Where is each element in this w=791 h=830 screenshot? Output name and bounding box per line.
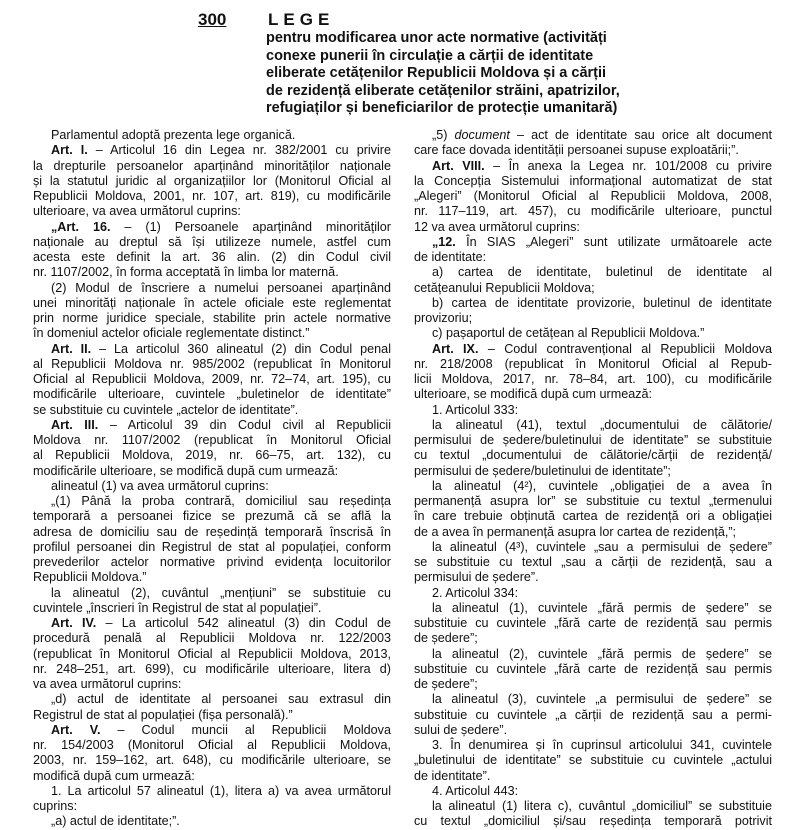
line-text: modifică după cum urmează: bbox=[33, 768, 195, 783]
text-line bbox=[33, 174, 391, 189]
line-text: provizoriu; bbox=[414, 311, 473, 325]
line-text: de identitate: bbox=[414, 250, 487, 264]
line-text: substituie cu cuvintele „a cărții de rezidență sau a permi- bbox=[414, 707, 772, 722]
line-text: – Codul contravențional al Republicii Moldova bbox=[478, 341, 772, 356]
line-text: se substituie cu cuvintele „actelor de identitate”. bbox=[33, 402, 299, 417]
line-text: – Articolul 39 din Codul civil al Republicii bbox=[98, 417, 392, 432]
text-line bbox=[33, 799, 391, 814]
line-text: – Articolul 16 din Legea nr. 382/2001 cu privire bbox=[87, 143, 392, 158]
text-line bbox=[33, 448, 391, 463]
line-text: la alineatul (1), cuvintele „fără permis de ședere” se bbox=[432, 600, 772, 615]
article-label: Art. IX. bbox=[432, 341, 479, 356]
left-column bbox=[33, 128, 392, 829]
text-line bbox=[414, 708, 772, 723]
line-text: licii Moldova, 2017, nr. 78–84, art. 100), cu modificările bbox=[414, 372, 772, 386]
line-text: al Republicii Moldova, 2019, nr. 66–75, art. 132), cu bbox=[33, 448, 391, 463]
line-text: de ședere”; bbox=[414, 631, 478, 646]
article-label: Art. I. bbox=[51, 143, 88, 158]
line-text: nr. 117–119, art. 457), cu modificările ulterioare, punctul bbox=[414, 204, 772, 219]
line-text: modificările ulterioare, cuvintele „buletinelor de identitate” bbox=[33, 387, 391, 402]
text-line bbox=[414, 799, 772, 814]
law-type: LEGE bbox=[268, 10, 335, 29]
text-line bbox=[414, 342, 772, 357]
line-text: „a) actul de identitate;”. bbox=[51, 814, 180, 829]
line-text: cu textul „domiciliul și/sau reședința temporară potrivit bbox=[414, 814, 772, 829]
line-text: permisului de ședere/buletinului de identitate”; bbox=[414, 463, 671, 478]
line-text: substituie cu cuvintele „fără carte de rezidență sau permis bbox=[414, 661, 772, 676]
text-line bbox=[33, 479, 391, 494]
law-number: 300 bbox=[198, 10, 227, 29]
text-line bbox=[33, 265, 391, 280]
text-line bbox=[33, 738, 391, 753]
line-text: nr. 248–251, art. 699), cu modificările ulterioare, litera d) bbox=[33, 661, 391, 676]
article-label: Art. VIII. bbox=[432, 158, 485, 173]
line-text: prevederilor actelor normative privind evidența locuitorilor bbox=[33, 555, 391, 569]
text-line bbox=[414, 311, 772, 326]
text-line bbox=[33, 647, 391, 662]
line-text: de identitate”. bbox=[414, 768, 491, 783]
line-text: de ședere”; bbox=[414, 677, 478, 691]
line-text: Moldova nr. 1107/2002 (republicat în Monitorul Oficial bbox=[33, 433, 391, 447]
line-text: (2) Modul de înscriere a numelui persoanei aparținând bbox=[51, 280, 391, 295]
article-label: „Art. 16. bbox=[51, 219, 111, 234]
text-line bbox=[33, 128, 391, 143]
text-line bbox=[33, 616, 391, 631]
line-text: 1. La articolul 57 alineatul (1), litera a) va avea următorul bbox=[51, 783, 391, 798]
line-text: – Codul muncii al Republicii Moldova bbox=[100, 722, 391, 737]
article-label: „12. bbox=[432, 234, 456, 249]
text-line bbox=[414, 738, 772, 753]
line-text: la alineatul (1) litera c), cuvântul „domiciliul” se substituie bbox=[432, 799, 772, 813]
line-text: se substituie cu textul „sau a cărții de rezidență, sau a bbox=[414, 555, 772, 569]
line-text: la alineatul (4³), cuvintele „sau a permisului de ședere” bbox=[432, 539, 772, 554]
text-line bbox=[33, 586, 391, 601]
line-text: permisului de ședere/buletinului de identitate” se substituie bbox=[414, 433, 772, 447]
text-line bbox=[33, 433, 391, 448]
line-text: 4. Articolul 443: bbox=[432, 783, 519, 798]
line-text: substituie cu cuvintele „fără carte de rezidență sau permis bbox=[414, 616, 772, 630]
line-text: procedură penală al Republicii Moldova nr. 122/2003 bbox=[33, 631, 391, 646]
text-line bbox=[33, 723, 391, 738]
line-text: c) pașaportul de cetățean al Republicii Moldova.” bbox=[432, 326, 705, 341]
line-text: Parlamentul adoptă prezenta lege organică. bbox=[51, 128, 296, 142]
line-text: la alineatul (2), cuvântul „mențiuni” se substituie cu bbox=[51, 585, 391, 600]
line-text: și la statutul juridic al organizațiilor lor (Monitorul Oficial al bbox=[33, 173, 391, 188]
text-line bbox=[33, 143, 391, 158]
text-line bbox=[414, 265, 772, 280]
line-text: alineatul (1) va avea următorul cuprins: bbox=[51, 478, 269, 493]
line-text: 3. În denumirea și în cuprinsul articolului 341, cuvintele bbox=[432, 738, 772, 752]
line-text: – La articolul 542 alineatul (3) din Codul de bbox=[96, 616, 391, 630]
line-text: nr. 154/2003 (Monitorul Oficial al Republicii Moldova, bbox=[33, 738, 391, 752]
line-text: permisului de ședere”. bbox=[414, 570, 539, 585]
line-text: la drepturile persoanelor aparținând minorităților naționale bbox=[33, 158, 391, 173]
text-line bbox=[33, 540, 391, 555]
text-line bbox=[33, 494, 391, 509]
text-line bbox=[414, 677, 772, 692]
text-line bbox=[33, 601, 391, 616]
text-line bbox=[33, 296, 391, 311]
text-line bbox=[33, 464, 391, 479]
line-text: „(1) Până la proba contrară, domiciliul sau reședința bbox=[51, 494, 391, 508]
text-line bbox=[414, 174, 772, 189]
law-title-line: conexe punerii în circulație a cărții de identitate bbox=[266, 47, 594, 64]
line-text: nr. 1107/2002, în forma acceptată în limba lor maternă. bbox=[33, 265, 339, 280]
law-header bbox=[0, 8, 791, 124]
line-text: „d) actul de identitate al persoanei sau extrasul din bbox=[51, 692, 391, 707]
text-line bbox=[414, 509, 772, 524]
text-line bbox=[33, 387, 391, 402]
text-line bbox=[414, 357, 772, 372]
text-line bbox=[33, 250, 391, 265]
line-text: adresa de domiciliu sau de reședință temporară înscrisă în bbox=[33, 524, 391, 539]
law-title-line: refugiaților și beneficiarilor de protecție umanitară) bbox=[266, 100, 618, 117]
line-text: 2. Articolul 334: bbox=[432, 585, 519, 600]
line-text: naționale au dreptul să își utilizeze numele, astfel cum bbox=[33, 234, 391, 249]
line-text: cetățeanului Republicii Moldova; bbox=[414, 280, 595, 295]
line-text: la alineatul (2), cuvintele „fără permis de ședere” se bbox=[432, 646, 772, 661]
text-line bbox=[414, 235, 772, 250]
text-line bbox=[414, 403, 772, 418]
text-line bbox=[33, 509, 391, 524]
text-line bbox=[33, 418, 391, 433]
text-line bbox=[414, 159, 772, 174]
text-line bbox=[414, 281, 772, 296]
text-line bbox=[414, 372, 772, 387]
text-line bbox=[33, 372, 391, 387]
text-line bbox=[414, 814, 772, 829]
text-line bbox=[33, 662, 391, 677]
line-text: va avea următorul cuprins: bbox=[33, 677, 182, 691]
line-text: cuprins: bbox=[33, 799, 78, 813]
text-line bbox=[33, 403, 391, 418]
line-text: nr. 218/2008 (republicat în Monitorul Oficial al Repub- bbox=[414, 356, 772, 371]
law-title bbox=[266, 30, 736, 118]
text-line bbox=[414, 769, 772, 784]
line-text: 12 va avea următorul cuprins: bbox=[414, 219, 580, 234]
line-text: la Concepția Sistemului informațional automatizat de stat bbox=[414, 173, 772, 188]
line-text: sului de ședere”. bbox=[414, 722, 508, 737]
line-text: profilul persoanei din Registrul de stat al populației, conform bbox=[33, 539, 391, 554]
text-line bbox=[33, 692, 391, 707]
line-text: Republicii Moldova, 2001, nr. 107, art. 819), cu modificările bbox=[33, 189, 391, 203]
line-text: – În anexa la Legea nr. 101/2008 cu privire bbox=[484, 158, 772, 173]
line-text: în domeniul actelor oficiale reglementate distinct.” bbox=[33, 326, 310, 341]
text-line bbox=[33, 708, 391, 723]
text-line bbox=[414, 555, 772, 570]
text-line bbox=[414, 204, 772, 219]
text-line bbox=[414, 220, 772, 235]
article-label: Art. III. bbox=[51, 417, 99, 432]
line-text: acesta este definit la art. 36 alin. (2) din Codul civil bbox=[33, 250, 391, 264]
text-line bbox=[414, 631, 772, 646]
line-text: al Republicii Moldova nr. 985/2002 (republicat în Monitorul bbox=[33, 356, 391, 371]
text-line bbox=[33, 525, 391, 540]
text-line bbox=[414, 723, 772, 738]
text-line bbox=[33, 784, 391, 799]
text-line bbox=[414, 250, 772, 265]
text-line bbox=[414, 189, 772, 204]
line-text: în care trebuie obținută cartea de rezidență ori a obligației bbox=[414, 509, 772, 524]
text-line bbox=[414, 296, 772, 311]
line-text: În SIAS „Alegeri” sunt utilizate următoarele acte bbox=[455, 234, 772, 249]
line-text: Oficial al Republicii Moldova, 2009, nr. 72–74, art. 195), cu bbox=[33, 372, 391, 386]
right-column bbox=[414, 128, 772, 829]
law-title-line: de rezidență eliberate cetățenilor străini, apatrizilor, bbox=[266, 82, 620, 99]
line-text: a) cartea de identitate, buletinul de identitate al bbox=[432, 265, 772, 280]
line-text: la alineatul (4²), cuvintele „obligației de a avea în bbox=[432, 478, 772, 493]
text-line bbox=[414, 479, 772, 494]
line-text: „Alegeri” (Monitorul Oficial al Republicii Moldova, 2008, bbox=[414, 189, 772, 203]
text-line bbox=[414, 326, 772, 341]
line-text: care face dovada identității persoanei supuse exploatării;”. bbox=[414, 143, 739, 158]
article-label: Art. IV. bbox=[51, 616, 97, 630]
line-text: prin norme juridice speciale, stabilite prin actele normative bbox=[33, 311, 391, 325]
line-text: cu textul „documentului de călătorie/cărții de rezidență/ bbox=[414, 448, 772, 463]
line-text: cuvintele „înscrieri în Registrul de stat al populației”. bbox=[33, 600, 322, 615]
text-line bbox=[33, 235, 391, 250]
text-line bbox=[414, 616, 772, 631]
text-line bbox=[33, 159, 391, 174]
text-line bbox=[33, 677, 391, 692]
text-line bbox=[414, 433, 772, 448]
text-line bbox=[33, 311, 391, 326]
text-line bbox=[33, 753, 391, 768]
line-text: „buletinului de identitate” se substituie cu cuvintele „actului bbox=[414, 753, 772, 768]
text-line bbox=[414, 601, 772, 616]
text-line bbox=[33, 814, 391, 829]
text-line bbox=[33, 769, 391, 784]
text-line bbox=[414, 525, 772, 540]
text-line bbox=[33, 555, 391, 570]
text-line bbox=[33, 204, 391, 219]
line-text: 2003, nr. 159–162, art. 648), cu modificările ulterioare, se bbox=[33, 753, 391, 768]
text-line bbox=[414, 662, 772, 677]
text-line bbox=[414, 143, 772, 158]
line-text: 1. Articolul 333: bbox=[432, 402, 519, 417]
text-line bbox=[414, 464, 772, 479]
text-line bbox=[33, 342, 391, 357]
text-line bbox=[414, 387, 772, 402]
line-text: unei minorități naționale în actele oficiale este reglementat bbox=[33, 295, 391, 310]
line-text: ulterioare, se modifică după cum urmează: bbox=[414, 387, 652, 402]
text-line bbox=[414, 586, 772, 601]
line-text: ulterioare, va avea următorul cuprins: bbox=[33, 204, 241, 219]
text-line bbox=[414, 753, 772, 768]
text-line bbox=[33, 357, 391, 372]
line-text: Republicii Moldova.” bbox=[33, 570, 147, 585]
article-label: Art. V. bbox=[51, 722, 101, 737]
text-line bbox=[414, 784, 772, 799]
text-line bbox=[414, 570, 772, 585]
line-text: – La articolul 360 alineatul (2) din Codul penal bbox=[91, 341, 391, 356]
text-line bbox=[33, 570, 391, 585]
line-text: de a avea în permanență asupra lor cartea de rezidență,”; bbox=[414, 524, 737, 539]
line-text: temporară a persoanei fizice se prezumă că se află la bbox=[33, 509, 391, 524]
line-text: permanență asupra lor” se substituie cu textul „termenului bbox=[414, 494, 772, 508]
text-line bbox=[33, 631, 391, 646]
line-text: „5) bbox=[432, 128, 455, 142]
line-text: la alineatul (41), textul „documentului de călătorie/ bbox=[432, 417, 772, 432]
italic-term: document bbox=[454, 128, 510, 142]
line-text: Registrul de stat al populației (fișa personală).” bbox=[33, 707, 293, 722]
line-text: – act de identitate sau orice alt document bbox=[509, 128, 772, 142]
line-text: b) cartea de identitate provizorie, buletinul de identitate bbox=[432, 295, 772, 310]
line-text: (republicat în Monitorul Oficial al Republicii Moldova, 2013, bbox=[33, 646, 391, 661]
line-text: – (1) Persoanele aparținând minorităților bbox=[110, 219, 391, 234]
line-text: la alineatul (3), cuvintele „a permisului de ședere” se bbox=[432, 692, 772, 707]
text-line bbox=[33, 220, 391, 235]
text-line bbox=[33, 281, 391, 296]
text-line bbox=[414, 128, 772, 143]
text-line bbox=[414, 448, 772, 463]
line-text: modificările ulterioare, se modifică după cum urmează: bbox=[33, 463, 339, 478]
article-label: Art. II. bbox=[51, 341, 92, 356]
text-line bbox=[414, 692, 772, 707]
text-line bbox=[414, 418, 772, 433]
text-line bbox=[33, 326, 391, 341]
law-title-line: pentru modificarea unor acte normative (activități bbox=[266, 30, 607, 46]
law-title-line: eliberate cetățenilor Republicii Moldova și a cărții bbox=[266, 65, 607, 82]
text-line bbox=[33, 189, 391, 204]
text-line bbox=[414, 540, 772, 555]
text-line bbox=[414, 494, 772, 509]
text-line bbox=[414, 647, 772, 662]
